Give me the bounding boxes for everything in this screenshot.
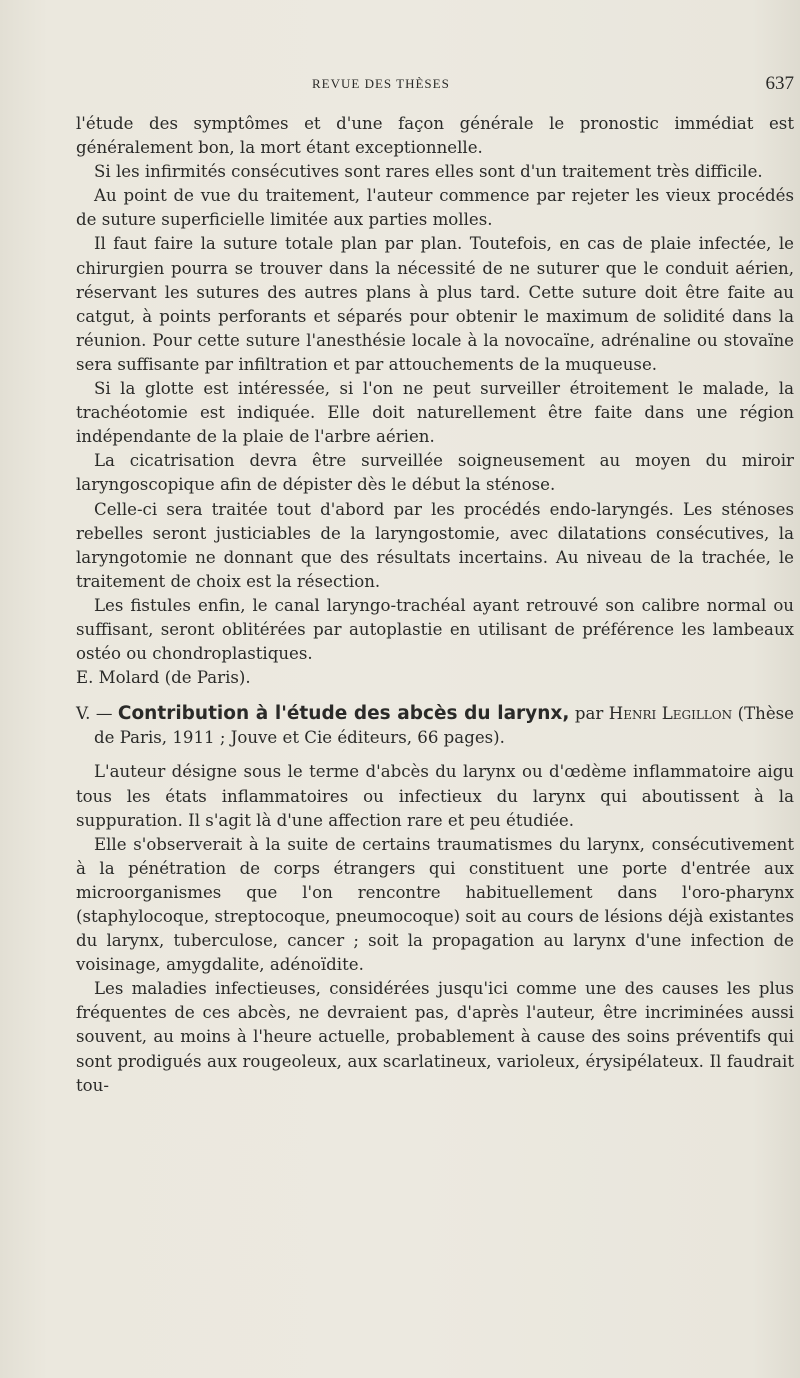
page-number: 637 xyxy=(765,73,794,94)
paragraph: Les maladies infectieuses, considérées jusqu'ici comme une des causes les plus fréquentes de ces abcès, ne devraient pas, d'après l'auteur, être incriminées aussi souvent, au moins à l'heure actuelle, probablement à cause des soins préventifs qui sont prodigués aux rougeoleux, aux scarlatineux, varioleux, érysipélateux. Il faudrait tou- xyxy=(76,979,794,1095)
paragraph: Si la glotte est intéressée, si l'on ne peut surveiller étroitement le malade, la trachéotomie est indiquée. Elle doit naturellement être faite dans une région indépendante de la plaie de l'arbre aérien. xyxy=(76,379,794,447)
thesis-entry xyxy=(76,702,794,750)
paragraph: Il faut faire la suture totale plan par plan. Toutefois, en cas de plaie infectée, le chirurgien pourra se trouver dans la nécessité de ne suturer que le conduit aérien, réservant les sutures des autres plans à plus tard. Cette suture doit être faite au catgut, à points perforants et séparés pour obtenir le maximum de solidité dans la réunion. Pour cette suture l'anesthésie locale à la novocaïne, adrénaline ou stovaïne sera suffisante par infiltration et par attouchements de la muqueuse. xyxy=(76,234,794,374)
paragraph: La cicatrisation devra être surveillée soigneusement au moyen du miroir laryngoscopique afin de dépister dès le début la sténose. xyxy=(76,451,794,495)
paragraph: Celle-ci sera traitée tout d'abord par les procédés endo-laryngés. Les sténoses rebelles seront justiciables de la laryngostomie, avec dilatations consécutives, la laryngotomie ne donnant que des résultats incertains. Au niveau de la trachée, le traitement de choix est la résection. xyxy=(76,499,794,591)
page-body xyxy=(76,112,794,1098)
paragraph: Les fistules enfin, le canal laryngo-trachéal ayant retrouvé son calibre normal ou suffisant, seront oblitérées par autoplastie en utilisant de préférence les lambeaux ostéo ou chondroplastiques. xyxy=(76,595,794,664)
page-header xyxy=(76,74,794,96)
review-signature: E. Molard (de Paris). xyxy=(76,668,251,688)
entry-by: par xyxy=(574,704,604,724)
paragraph: Si les infirmités consécutives sont rares elles sont d'un traitement très difficile. xyxy=(94,162,763,182)
running-title: REVUE DES THÈSES xyxy=(312,76,450,91)
entry-title: Contribution à l'étude des abcès du larynx, xyxy=(117,703,570,725)
entry-author: Henri Legillon xyxy=(608,704,733,724)
entry-details: (Thèse de Paris, 1911 ; Jouve et Cie éditeurs, 66 pages). xyxy=(94,704,794,748)
entry-number: V. — xyxy=(76,704,113,724)
paragraph: l'étude des symptômes et d'une façon générale le pronostic immédiat est généralement bon, la mort étant exceptionnelle. xyxy=(76,114,794,158)
paragraph: Au point de vue du traitement, l'auteur commence par rejeter les vieux procédés de suture superficielle limitée aux parties molles. xyxy=(76,186,794,230)
paragraph: L'auteur désigne sous le terme d'abcès du larynx ou d'œdème inflammatoire aigu tous les états inflammatoires ou infectieux du larynx qui aboutissent à la suppuration. Il s'agit là d'une affection rare et peu étudiée. xyxy=(76,762,794,830)
paragraph: Elle s'observerait à la suite de certains traumatismes du larynx, consécutivement à la pénétration de corps étrangers qui constituent une porte d'entrée aux microorganismes que l'on rencontre habituellement dans l'oro-pharynx (staphylocoque, streptocoque, pneumocoque) soit au cours de lésions déjà existantes du larynx, tuberculose, cancer ; soit la propagation au larynx d'une infection de voisinage, amygdalite, adénoïdite. xyxy=(76,834,794,975)
